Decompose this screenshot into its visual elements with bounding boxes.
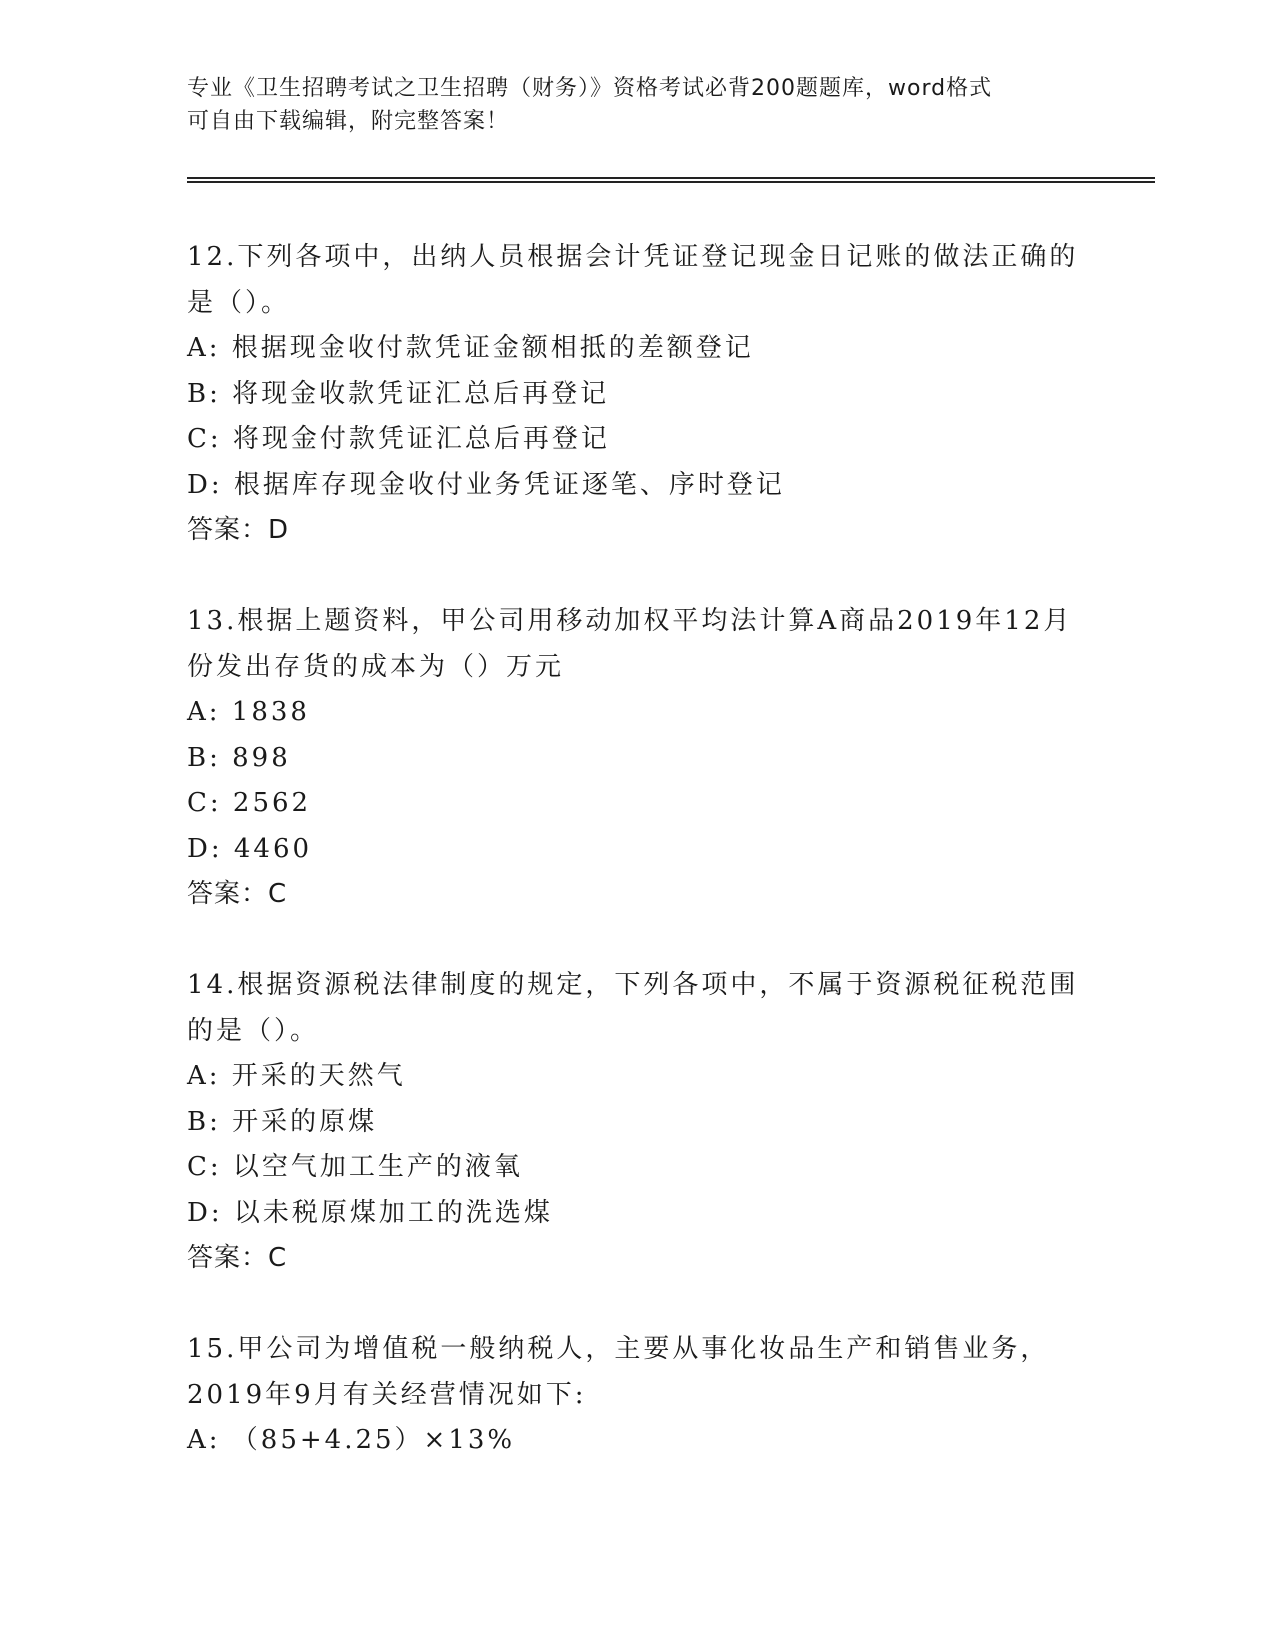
- option-c: C: 2562: [187, 788, 312, 818]
- question-stem: 14.根据资源税法律制度的规定，下列各项中，不属于资源税征税范围的是（）。: [187, 970, 1079, 1046]
- document-header: 专业《卫生招聘考试之卫生招聘（财务）》资格考试必背200题题库，word格式 可自由下载编辑，附完整答案！: [187, 76, 993, 134]
- question-block: [187, 598, 1087, 917]
- answer-line: 答案：C: [187, 879, 288, 909]
- question-stem: 15.甲公司为增值税一般纳税人，主要从事化妆品生产和销售业务，2019年9月有关经营情况如下:: [187, 1334, 1050, 1410]
- option-d: D: 根据库存现金收付业务凭证逐笔、序时登记: [187, 469, 785, 500]
- question-stem: 13.根据上题资料，甲公司用移动加权平均法计算A商品2019年12月份发出存货的成本为（）万元: [187, 606, 1073, 682]
- question-block: [187, 962, 1087, 1281]
- question-block: [187, 1326, 1087, 1464]
- option-b: B: 开采的原煤: [187, 1106, 378, 1137]
- option-c: C: 以空气加工生产的液氧: [187, 1152, 523, 1182]
- answer-line: 答案：C: [187, 1243, 288, 1273]
- option-a: A: 1838: [187, 697, 310, 727]
- option-a: A: 开采的天然气: [187, 1061, 406, 1091]
- option-a: A: 根据现金收付款凭证金额相抵的差额登记: [187, 333, 754, 363]
- header-divider: [187, 177, 1155, 183]
- option-c: C: 将现金付款凭证汇总后再登记: [187, 424, 610, 454]
- answer-line: 答案：D: [187, 515, 290, 545]
- option-d: D: 以未税原煤加工的洗选煤: [187, 1197, 553, 1228]
- option-b: B: 898: [187, 742, 291, 773]
- option-b: B: 将现金收款凭证汇总后再登记: [187, 378, 610, 409]
- option-a: A: （85+4.25）×13%: [187, 1425, 516, 1455]
- question-stem: 12.下列各项中，出纳人员根据会计凭证登记现金日记账的做法正确的是（）。: [187, 242, 1079, 318]
- option-d: D: 4460: [187, 833, 313, 864]
- question-block: [187, 234, 1087, 553]
